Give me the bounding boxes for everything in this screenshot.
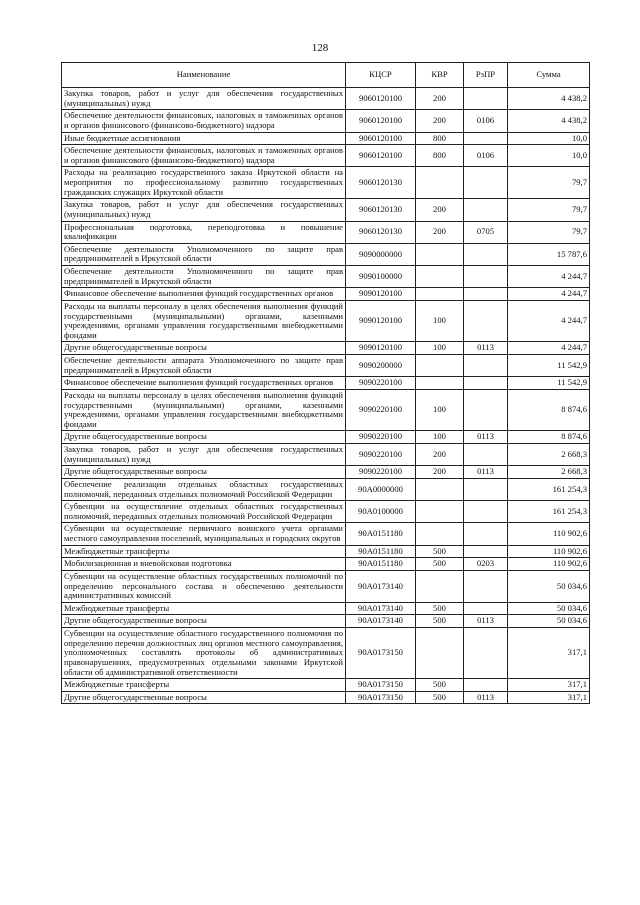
row-kcsr: 90А0173150 [346,628,416,679]
row-sum: 4 438,2 [508,88,590,110]
row-kcsr: 9060120100 [346,145,416,167]
table-row [62,199,590,221]
row-rzpr [464,523,508,545]
row-rzpr [464,288,508,301]
row-name: Расходы на выплаты персоналу в целях обеспечения выполнения функций государственными (муниципальными) органами, казенными учреждениями, органами управления государственными внебюджетными фондами [62,300,346,342]
row-kvr [416,478,464,500]
row-rzpr: 0113 [464,615,508,628]
row-kcsr: 90А0173140 [346,615,416,628]
row-rzpr [464,478,508,500]
row-rzpr: 0106 [464,110,508,132]
row-name: Другие общегосударственные вопросы [62,342,346,355]
table-row [62,355,590,377]
row-kvr: 800 [416,132,464,145]
row-kcsr: 9060120130 [346,199,416,221]
row-kvr: 500 [416,558,464,571]
row-kvr [416,355,464,377]
row-name: Мобилизационная и вневойсковая подготовка [62,558,346,571]
row-sum: 79,7 [508,199,590,221]
table-row [62,691,590,704]
row-kcsr: 9060120100 [346,88,416,110]
row-rzpr: 0705 [464,221,508,243]
row-kcsr: 9090220100 [346,466,416,479]
row-kvr: 500 [416,679,464,692]
row-kcsr: 9090220100 [346,377,416,390]
table-row [62,628,590,679]
row-rzpr [464,545,508,558]
row-kvr: 500 [416,615,464,628]
row-kcsr: 9090220100 [346,444,416,466]
row-sum: 11 542,9 [508,377,590,390]
row-rzpr [464,132,508,145]
row-kvr: 100 [416,431,464,444]
row-rzpr: 0113 [464,431,508,444]
row-sum: 4 244,7 [508,266,590,288]
row-kvr [416,570,464,602]
row-sum: 79,7 [508,167,590,199]
row-name: Межбюджетные трансферты [62,602,346,615]
table-row [62,377,590,390]
table-row [62,132,590,145]
row-name: Обеспечение деятельности финансовых, налоговых и таможенных органов и органов финансового (финансово-бюджетного) надзора [62,110,346,132]
row-kvr: 200 [416,444,464,466]
row-kvr: 500 [416,602,464,615]
row-rzpr [464,570,508,602]
row-kvr [416,628,464,679]
header-rzpr: РзПР [464,63,508,88]
row-kvr: 200 [416,466,464,479]
row-kvr: 200 [416,88,464,110]
row-kvr: 500 [416,691,464,704]
row-rzpr [464,300,508,342]
row-kcsr: 9090000000 [346,243,416,265]
row-name: Другие общегосударственные вопросы [62,691,346,704]
row-name: Другие общегосударственные вопросы [62,431,346,444]
row-name: Обеспечение реализации отдельных областных государственных полномочий, переданных отдельных полномочий Российской Федерации [62,478,346,500]
row-rzpr [464,377,508,390]
row-kvr: 100 [416,389,464,431]
table-row [62,300,590,342]
row-kcsr: 90А0173150 [346,691,416,704]
row-name: Обеспечение деятельности аппарата Уполномоченного по защите прав предпринимателей в Иркутской области [62,355,346,377]
row-sum: 4 244,7 [508,288,590,301]
row-sum: 110 902,6 [508,558,590,571]
row-sum: 50 034,6 [508,570,590,602]
row-kcsr: 9090220100 [346,431,416,444]
row-kvr [416,523,464,545]
row-name: Субвенции на осуществление областных государственных полномочий по определению персонального состава и обеспечению деятельности административных комиссий [62,570,346,602]
row-rzpr [464,167,508,199]
row-name: Финансовое обеспечение выполнения функций государственных органов [62,288,346,301]
row-kvr [416,243,464,265]
row-sum: 8 874,6 [508,389,590,431]
row-kcsr: 9090120100 [346,288,416,301]
row-rzpr: 0106 [464,145,508,167]
table-row [62,523,590,545]
row-kcsr: 90А0000000 [346,478,416,500]
table-row [62,615,590,628]
row-name: Обеспечение деятельности финансовых, налоговых и таможенных органов и органов финансового (финансово-бюджетного) надзора [62,145,346,167]
row-kvr [416,288,464,301]
budget-table [61,62,590,704]
row-sum: 110 902,6 [508,523,590,545]
row-rzpr [464,88,508,110]
row-name: Субвенции на осуществление областного государственного полномочия по определению перечня должностных лиц органов местного самоуправления, уполномоченных составлять протоколы об административных правонарушениях, предусмотренных отдельными законами Иркутской области об административной ответственности [62,628,346,679]
row-kcsr: 90А0173150 [346,679,416,692]
row-kcsr: 9090120100 [346,342,416,355]
row-name: Расходы на выплаты персоналу в целях обеспечения выполнения функций государственными (муниципальными) органами, казенными учреждениями, органами управления государственными внебюджетными фондами [62,389,346,431]
row-rzpr: 0113 [464,466,508,479]
row-name: Другие общегосударственные вопросы [62,615,346,628]
row-kvr [416,266,464,288]
row-name: Межбюджетные трансферты [62,679,346,692]
row-rzpr [464,199,508,221]
row-kvr [416,167,464,199]
row-kcsr: 9090200000 [346,355,416,377]
table-row [62,444,590,466]
row-kvr: 100 [416,300,464,342]
row-sum: 8 874,6 [508,431,590,444]
row-kvr [416,377,464,390]
row-sum: 10,0 [508,145,590,167]
table-row [62,602,590,615]
row-kcsr: 90А0173140 [346,570,416,602]
table-row [62,389,590,431]
row-sum: 2 668,3 [508,444,590,466]
row-name: Обеспечение деятельности Уполномоченного по защите прав предпринимателей в Иркутской области [62,243,346,265]
row-name: Закупка товаров, работ и услуг для обеспечения государственных (муниципальных) нужд [62,444,346,466]
row-name: Расходы на реализацию государственного заказа Иркутской области на мероприятия по профессиональному развитию государственных гражданских служащих Иркутской области [62,167,346,199]
row-sum: 79,7 [508,221,590,243]
row-rzpr: 0113 [464,691,508,704]
row-sum: 50 034,6 [508,615,590,628]
row-kcsr: 9060120100 [346,110,416,132]
row-kcsr: 90А0100000 [346,501,416,523]
page-number: 128 [311,42,329,54]
row-name: Субвенции на осуществление первичного воинского учета органами местного самоуправления поселений, муниципальных и городских округов [62,523,346,545]
row-name: Межбюджетные трансферты [62,545,346,558]
table-row [62,478,590,500]
row-sum: 317,1 [508,691,590,704]
table-row [62,501,590,523]
row-sum: 4 244,7 [508,300,590,342]
row-sum: 4 438,2 [508,110,590,132]
row-sum: 317,1 [508,628,590,679]
row-sum: 161 254,3 [508,478,590,500]
row-kvr: 100 [416,342,464,355]
table-row [62,266,590,288]
row-kcsr: 9060120100 [346,132,416,145]
header-kcsr: КЦСР [346,63,416,88]
table-row [62,145,590,167]
header-sum: Сумма [508,63,590,88]
table-row [62,570,590,602]
row-kcsr: 9090100000 [346,266,416,288]
row-rzpr [464,266,508,288]
header-name: Наименование [62,63,346,88]
row-sum: 317,1 [508,679,590,692]
row-sum: 110 902,6 [508,545,590,558]
row-rzpr: 0203 [464,558,508,571]
row-kvr: 200 [416,199,464,221]
row-name: Обеспечение деятельности Уполномоченного по защите прав предпринимателей в Иркутской области [62,266,346,288]
row-kcsr: 9060120130 [346,167,416,199]
table-row [62,167,590,199]
row-rzpr [464,444,508,466]
row-kcsr: 90А0151180 [346,523,416,545]
row-kcsr: 90А0151180 [346,558,416,571]
row-kvr [416,501,464,523]
table-row [62,288,590,301]
row-rzpr [464,355,508,377]
row-name: Финансовое обеспечение выполнения функций государственных органов [62,377,346,390]
table-row [62,221,590,243]
table-header-row [62,63,590,88]
row-kvr: 500 [416,545,464,558]
table-row [62,558,590,571]
table-row [62,243,590,265]
table-row [62,466,590,479]
row-sum: 15 787,6 [508,243,590,265]
row-kvr: 200 [416,110,464,132]
row-sum: 2 668,3 [508,466,590,479]
row-rzpr [464,243,508,265]
row-kcsr: 90А0173140 [346,602,416,615]
row-sum: 11 542,9 [508,355,590,377]
row-name: Иные бюджетные ассигнования [62,132,346,145]
row-kcsr: 9090120100 [346,300,416,342]
row-rzpr [464,628,508,679]
row-name: Закупка товаров, работ и услуг для обеспечения государственных (муниципальных) нужд [62,199,346,221]
row-sum: 50 034,6 [508,602,590,615]
row-rzpr [464,679,508,692]
row-rzpr [464,602,508,615]
table-row [62,342,590,355]
row-sum: 161 254,3 [508,501,590,523]
row-name: Другие общегосударственные вопросы [62,466,346,479]
table-row [62,88,590,110]
row-kcsr: 90А0151180 [346,545,416,558]
row-name: Профессиональная подготовка, переподготовка и повышение квалификации [62,221,346,243]
row-name: Субвенции на осуществление отдельных областных государственных полномочий, переданных отдельных полномочий Российской Федерации [62,501,346,523]
row-rzpr: 0113 [464,342,508,355]
table-row [62,431,590,444]
table-row [62,110,590,132]
row-kvr: 800 [416,145,464,167]
table-row [62,545,590,558]
header-kvr: КВР [416,63,464,88]
row-rzpr [464,389,508,431]
row-kcsr: 9090220100 [346,389,416,431]
row-rzpr [464,501,508,523]
row-sum: 4 244,7 [508,342,590,355]
row-name: Закупка товаров, работ и услуг для обеспечения государственных (муниципальных) нужд [62,88,346,110]
row-kvr: 200 [416,221,464,243]
row-kcsr: 9060120130 [346,221,416,243]
table-row [62,679,590,692]
row-sum: 10,0 [508,132,590,145]
